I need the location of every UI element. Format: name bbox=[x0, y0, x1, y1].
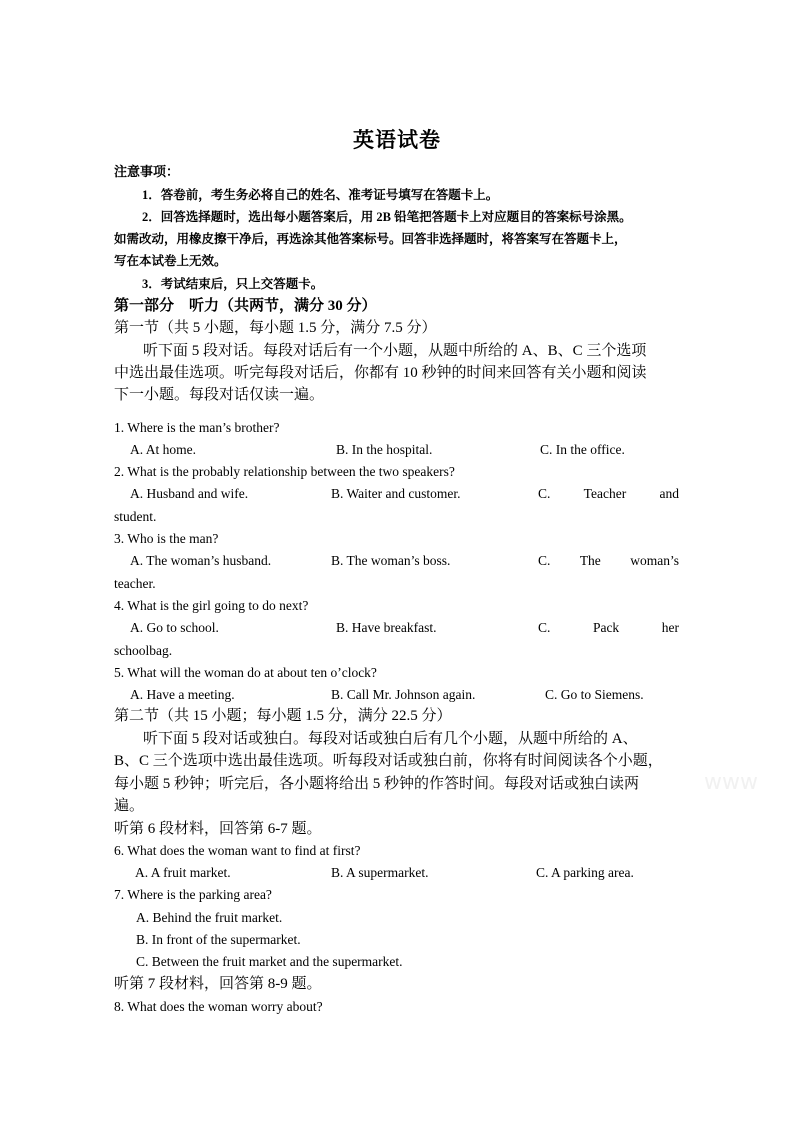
note-item: 2．回答选择题时，选出每小题答案后，用 2B 铅笔把答题卡上对应题目的答案标号涂黑。 bbox=[142, 210, 632, 224]
question-stem: 8. What does the woman worry about? bbox=[114, 999, 323, 1014]
material-7-heading: 听第 7 段材料，回答第 8-9 题。 bbox=[114, 976, 322, 992]
note-item: 写在本试卷上无效。 bbox=[114, 254, 227, 268]
option-a: A. A fruit market. bbox=[135, 865, 231, 880]
question-stem: 3. Who is the man? bbox=[114, 531, 219, 546]
note-item: 如需改动，用橡皮擦干净后，再选涂其他答案标号。回答非选择题时，将答案写在答题卡上， bbox=[114, 232, 627, 246]
option-c: C. A parking area. bbox=[536, 865, 634, 880]
question-stem: 7. Where is the parking area? bbox=[114, 887, 272, 902]
option-c: C. Pack her bbox=[538, 620, 679, 635]
question-stem: 5. What will the woman do at about ten o’clock? bbox=[114, 665, 377, 680]
section2-instructions: 遍。 bbox=[114, 798, 145, 814]
option-b: B. The woman’s boss. bbox=[331, 553, 451, 568]
note-item: 3．考试结束后，只上交答题卡。 bbox=[142, 277, 324, 291]
option-c: C. Teacher and bbox=[538, 486, 679, 501]
material-6-heading: 听第 6 段材料，回答第 6-7 题。 bbox=[114, 821, 322, 837]
section2-instructions: 每小题 5 秒钟；听完后，各小题将给出 5 秒钟的作答时间。每段对话或独白读两 bbox=[114, 776, 640, 792]
option-c-continued: teacher. bbox=[114, 576, 156, 591]
option-a: A. At home. bbox=[130, 442, 196, 457]
option-b: B. In the hospital. bbox=[336, 442, 433, 457]
section1-heading: 第一节（共 5 小题，每小题 1.5 分，满分 7.5 分） bbox=[114, 320, 437, 336]
option-c-continued: schoolbag. bbox=[114, 643, 173, 658]
part1-heading: 第一部分 听力（共两节，满分 30 分） bbox=[114, 298, 377, 314]
watermark: www bbox=[704, 770, 758, 795]
option-b: B. Waiter and customer. bbox=[331, 486, 461, 501]
option-c-continued: student. bbox=[114, 509, 157, 524]
option-a: A. Behind the fruit market. bbox=[136, 910, 283, 925]
section1-instructions: 中选出最佳选项。听完每段对话后，你都有 10 秒钟的时间来回答有关小题和阅读 bbox=[114, 365, 647, 381]
option-a: A. Husband and wife. bbox=[130, 486, 249, 501]
section2-instructions: 听下面 5 段对话或独白。每段对话或独白后有几个小题，从题中所给的 A、 bbox=[143, 731, 638, 747]
option-c: C. In the office. bbox=[540, 442, 625, 457]
option-a: A. The woman’s husband. bbox=[130, 553, 272, 568]
option-c: C. Between the fruit market and the supermarket. bbox=[136, 954, 403, 969]
option-b: B. In front of the supermarket. bbox=[136, 932, 301, 947]
question-stem: 4. What is the girl going to do next? bbox=[114, 598, 309, 613]
section1-instructions: 听下面 5 段对话。每段对话后有一个小题，从题中所给的 A、B、C 三个选项 bbox=[143, 343, 647, 359]
page-title: 英语试卷 bbox=[353, 128, 441, 152]
section2-heading: 第二节（共 15 小题；每小题 1.5 分，满分 22.5 分） bbox=[114, 708, 452, 724]
option-b: B. A supermarket. bbox=[331, 865, 429, 880]
option-b: B. Have breakfast. bbox=[336, 620, 437, 635]
notes-heading: 注意事项： bbox=[114, 164, 180, 179]
question-stem: 1. Where is the man’s brother? bbox=[114, 420, 280, 435]
option-c: C. The woman’s bbox=[538, 553, 679, 568]
question-stem: 2. What is the probably relationship between the two speakers? bbox=[114, 464, 455, 479]
question-stem: 6. What does the woman want to find at first? bbox=[114, 843, 361, 858]
option-a: A. Go to school. bbox=[130, 620, 219, 635]
option-a: A. Have a meeting. bbox=[130, 687, 235, 702]
option-b: B. Call Mr. Johnson again. bbox=[331, 687, 476, 702]
section2-instructions: B、C 三个选项中选出最佳选项。听每段对话或独白前，你将有时间阅读各个小题， bbox=[114, 753, 663, 769]
option-c: C. Go to Siemens. bbox=[545, 687, 644, 702]
section1-instructions: 下一小题。每段对话仅读一遍。 bbox=[114, 387, 325, 403]
note-item: 1．答卷前，考生务必将自己的姓名、准考证号填写在答题卡上。 bbox=[142, 188, 499, 202]
